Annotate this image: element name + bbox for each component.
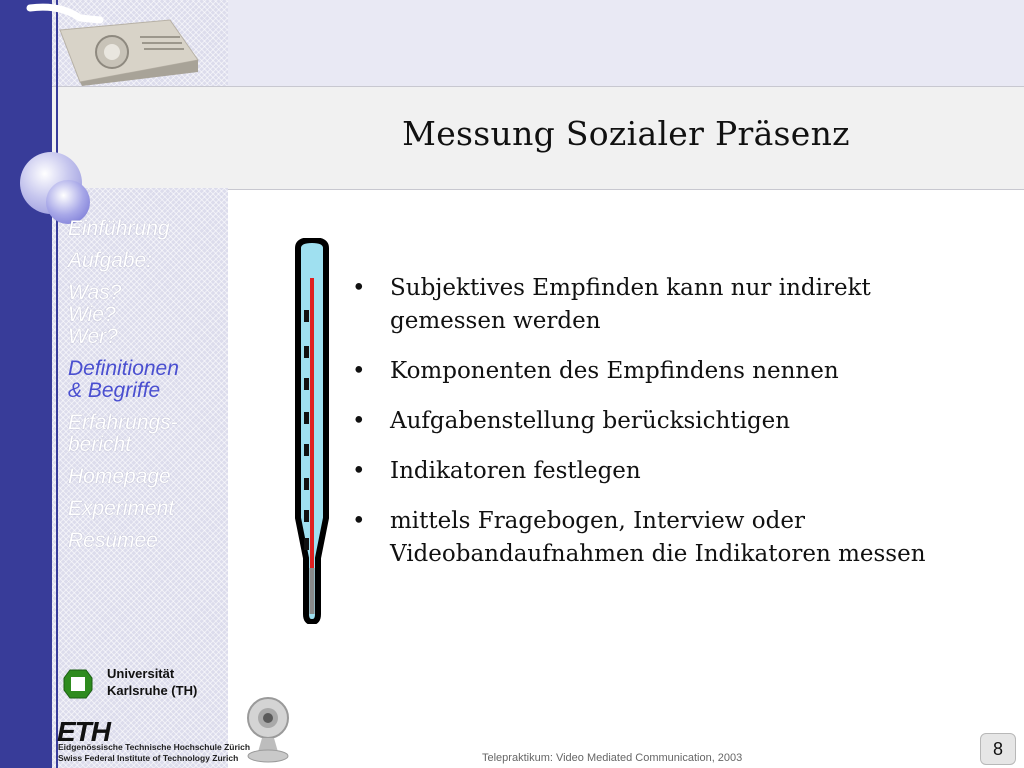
university-line-1: Universität <box>107 666 175 681</box>
eth-subtitle-line-2: Swiss Federal Institute of Technology Zurich <box>58 753 239 763</box>
list-item <box>352 272 992 338</box>
page-title: Messung Sozialer Präsenz <box>402 114 850 153</box>
bullet-dot: • <box>352 408 366 434</box>
list-item <box>352 405 992 438</box>
page-number-badge: 8 <box>980 733 1016 765</box>
sidebar-nav-item[interactable]: Experiment <box>68 497 175 520</box>
sidebar-nav <box>68 218 228 562</box>
list-item-text: Komponenten des Empfindens nennen <box>390 358 839 384</box>
sidebar-nav-item[interactable]: Aufgabe: <box>68 249 153 272</box>
sidebar-nav-item[interactable]: Erfahrungs- bericht <box>68 411 178 456</box>
university-line-2: Karlsruhe (TH) <box>107 683 198 698</box>
bullet-dot: • <box>352 275 366 301</box>
list-item-text: Aufgabenstellung berücksichtigen <box>390 408 791 434</box>
sidebar-nav-item[interactable]: Was? Wie? Wer? <box>68 281 122 348</box>
bullet-dot: • <box>352 358 366 384</box>
bullet-list <box>352 272 992 588</box>
sidebar-nav-item[interactable]: Definitionen & Begriffe <box>68 357 179 402</box>
sidebar-nav-item[interactable]: Resümee <box>68 529 158 552</box>
sidebar-nav-item[interactable]: Einführung <box>68 217 170 240</box>
list-item <box>352 505 992 571</box>
sidebar-stripe-line <box>56 0 58 768</box>
eth-logo: ETH <box>57 716 110 747</box>
list-item-text: mittels Fragebogen, Interview oder Videobandaufnahmen die Indikatoren messen <box>390 508 926 567</box>
footer-text: Telepraktikum: Video Mediated Communication, 2003 <box>482 752 743 764</box>
webcam-icon <box>242 694 294 764</box>
list-item-text: Indikatoren festlegen <box>390 458 641 484</box>
list-item <box>352 355 992 388</box>
sidebar-stripe <box>0 0 52 768</box>
projector-icon <box>20 0 220 86</box>
bullet-dot: • <box>352 458 366 484</box>
university-name <box>107 665 197 699</box>
header-band <box>228 0 1024 86</box>
eth-subtitle <box>58 742 250 764</box>
sidebar-nav-item[interactable]: Homepage <box>68 465 171 488</box>
list-item <box>352 455 992 488</box>
list-item-text: Subjektives Empfinden kann nur indirekt gemessen werden <box>390 275 871 334</box>
bullet-dot: • <box>352 508 366 534</box>
eth-subtitle-line-1: Eidgenössische Technische Hochschule Zürich <box>58 742 251 752</box>
thermometer-icon <box>292 238 332 624</box>
